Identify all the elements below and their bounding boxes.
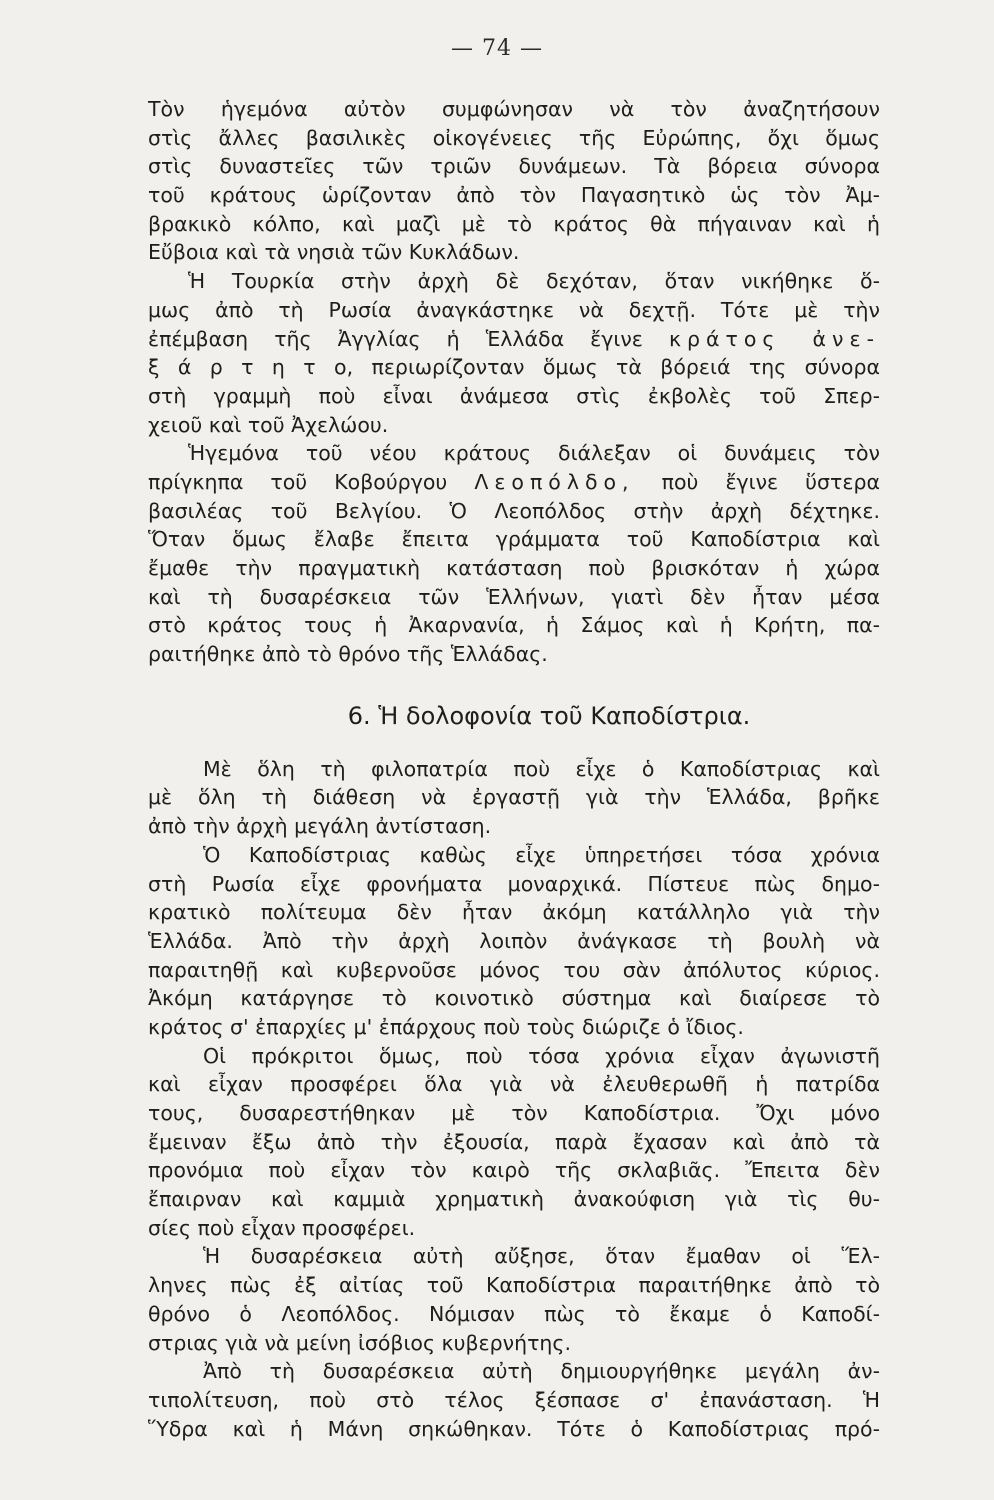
paragraph-start-line: Ἀπὸ τὴ δυσαρέσκεια αὐτὴ δημιουργήθηκε μεγάλη ἀν- xyxy=(203,1359,880,1384)
text-line: στριας γιὰ νὰ μείνη ἰσόβιος κυβερνήτης. xyxy=(148,1330,571,1355)
body-text xyxy=(148,95,880,1443)
paragraph-start-line: Ἡ δυσαρέσκεια αὐτὴ αὔξησε, ὅταν ἔμαθαν οἱ Ἕλ- xyxy=(203,1244,880,1269)
text-line: Ὕδρα καὶ ἡ Μάνη σηκώθηκαν. Τότε ὁ Καποδίστριας πρό- xyxy=(148,1416,880,1441)
text-line: Τὸν ἡγεμόνα αὐτὸν συμφώνησαν νὰ τὸν ἀναζητήσουν xyxy=(148,97,880,121)
text-line: καὶ τὴ δυσαρέσκεια τῶν Ἑλλήνων, γιατὶ δὲν ἦταν μέσα xyxy=(148,584,880,609)
text-line: βασιλέας τοῦ Βελγίου. Ὁ Λεοπόλδος στὴν ἀρχὴ δέχτηκε. xyxy=(148,498,880,523)
text-line: παραιτηθῇ καὶ κυβερνοῦσε μόνος του σὰν ἀπόλυτος κύριος. xyxy=(148,957,880,982)
spaced-emphasis: κράτος ἀνε- xyxy=(668,326,880,351)
text-line xyxy=(148,468,880,497)
text-line: καὶ εἶχαν προσφέρει ὅλα γιὰ νὰ ἐλευθερωθῆ ἡ πατρίδα xyxy=(148,1072,880,1097)
text-line: ραιτήθηκε ἀπὸ τὸ θρόνο τῆς Ἑλλάδας. xyxy=(148,642,548,667)
text-line: στὴ γραμμὴ ποὺ εἶναι ἀνάμεσα στὶς ἐκβολὲς τοῦ Σπερ- xyxy=(148,383,880,408)
text-line: προνόμια ποὺ εἶχαν τὸν καιρὸ τῆς σκλαβιᾶς. Ἔπειτα δὲν xyxy=(148,1158,880,1183)
text-fragment: ποὺ ἔγινε ὕστερα xyxy=(661,469,880,494)
text-line: ἔμειναν ἔξω ἀπὸ τὴν ἐξουσία, παρὰ ἔχασαν καὶ ἀπὸ τὰ xyxy=(148,1129,880,1154)
text-line: θρόνο ὁ Λεοπόλδος. Νόμισαν πὼς τὸ ἔκαμε ὁ Καποδί- xyxy=(148,1301,880,1326)
paragraph-start-line: Οἱ πρόκριτοι ὅμως, ποὺ τόσα χρόνια εἶχαν ἀγωνιστῆ xyxy=(203,1043,880,1068)
text-fragment: ἐπέμβαση τῆς Ἀγγλίας ἡ Ἑλλάδα ἔγινε xyxy=(148,326,643,351)
text-line: Εὔβοια καὶ τὰ νησιὰ τῶν Κυκλάδων. xyxy=(148,240,520,265)
paragraph-start-line: Μὲ ὅλη τὴ φιλοπατρία ποὺ εἶχε ὁ Καποδίστριας καὶ xyxy=(203,756,880,781)
text-line: βρακικὸ κόλπο, καὶ μαζὶ μὲ τὸ κράτος θὰ πήγαιναν καὶ ἡ xyxy=(148,211,880,236)
text-line: ληνες πὼς ἐξ αἰτίας τοῦ Καποδίστρια παραιτήθηκε ἀπὸ τὸ xyxy=(148,1273,880,1298)
paragraph-start-line: Ἡγεμόνα τοῦ νέου κράτους διάλεξαν οἱ δυνάμεις τὸν xyxy=(188,441,880,466)
text-line: κρατικὸ πολίτευμα δὲν ἦταν ἀκόμη κατάλληλο γιὰ τὴν xyxy=(148,900,880,925)
text-line: ξ ά ρ τ η τ ο, περιωρίζονταν ὅμως τὰ βόρειά της σύνορα xyxy=(148,355,880,380)
text-line: τιπολίτευση, ποὺ στὸ τέλος ξέσπασε σ' ἐπανάσταση. Ἡ xyxy=(148,1387,880,1412)
text-line: στὶς ἄλλες βασιλικὲς οἰκογένειες τῆς Εὐρώπης, ὄχι ὅμως xyxy=(148,125,880,150)
text-line: τοῦ κράτους ὡρίζονταν ἀπὸ τὸν Παγασητικὸ ὡς τὸν Ἀμ- xyxy=(148,183,880,208)
text-line: Ἑλλάδα. Ἀπὸ τὴν ἀρχὴ λοιπὸν ἀνάγκασε τὴ βουλὴ νὰ xyxy=(148,928,880,953)
text-line: Ὅταν ὅμως ἔλαβε ἔπειτα γράμματα τοῦ Καποδίστρια καὶ xyxy=(148,527,880,552)
page-number: — 74 — xyxy=(451,36,543,61)
text-line: στὸ κράτος τους ἡ Ἀκαρνανία, ἡ Σάμος καὶ ἡ Κρήτη, πα- xyxy=(148,613,880,638)
text-line: χειοῦ καὶ τοῦ Ἀχελώου. xyxy=(148,412,389,437)
text-line: στὴ Ρωσία εἶχε φρονήματα μοναρχικά. Πίστευε πὼς δημο- xyxy=(148,871,880,896)
text-line: κράτος σ' ἐπαρχίες μ' ἐπάρχους ποὺ τοὺς διώριζε ὁ ἴδιος. xyxy=(148,1014,744,1039)
section-heading: 6. Ἡ δολοφονία τοῦ Καποδίστρια. xyxy=(347,701,751,730)
text-line: τους, δυσαρεστήθηκαν μὲ τὸν Καποδίστρια. Ὄχι μόνο xyxy=(148,1101,880,1125)
paragraph-start-line: Ὁ Καποδίστριας καθὼς εἶχε ὑπηρετήσει τόσα χρόνια xyxy=(203,842,880,867)
text-line: στὶς δυναστεῖες τῶν τριῶν δυνάμεων. Τὰ βόρεια σύνορα xyxy=(148,154,880,179)
text-line: ἔμαθε τὴν πραγματικὴ κατάσταση ποὺ βρισκόταν ἡ χώρα xyxy=(148,556,880,580)
text-line: ἔπαιρναν καὶ καμμιὰ χρηματικὴ ἀνακούφιση γιὰ τὶς θυ- xyxy=(148,1187,880,1212)
paragraph-start-line: Ἡ Τουρκία στὴν ἀρχὴ δὲ δεχόταν, ὅταν νικήθηκε ὅ- xyxy=(188,269,880,294)
text-line: μως ἀπὸ τὴ Ρωσία ἀναγκάστηκε νὰ δεχτῇ. Τότε μὲ τὴν xyxy=(148,297,880,322)
text-line: σίες ποὺ εἶχαν προσφέρει. xyxy=(148,1215,416,1240)
text-line: μὲ ὅλη τὴ διάθεση νὰ ἐργαστῇ γιὰ τὴν Ἑλλάδα, βρῆκε xyxy=(148,785,880,810)
text-line: Ἀκόμη κατάργησε τὸ κοινοτικὸ σύστημα καὶ διαίρεσε τὸ xyxy=(148,986,880,1011)
spaced-emphasis: Λεοπόλδο, xyxy=(474,469,635,494)
text-line xyxy=(148,325,880,354)
text-fragment: πρίγκηπα τοῦ Κοβούργου xyxy=(148,469,448,494)
text-line: ἀπὸ τὴν ἀρχὴ μεγάλη ἀντίσταση. xyxy=(148,814,492,839)
